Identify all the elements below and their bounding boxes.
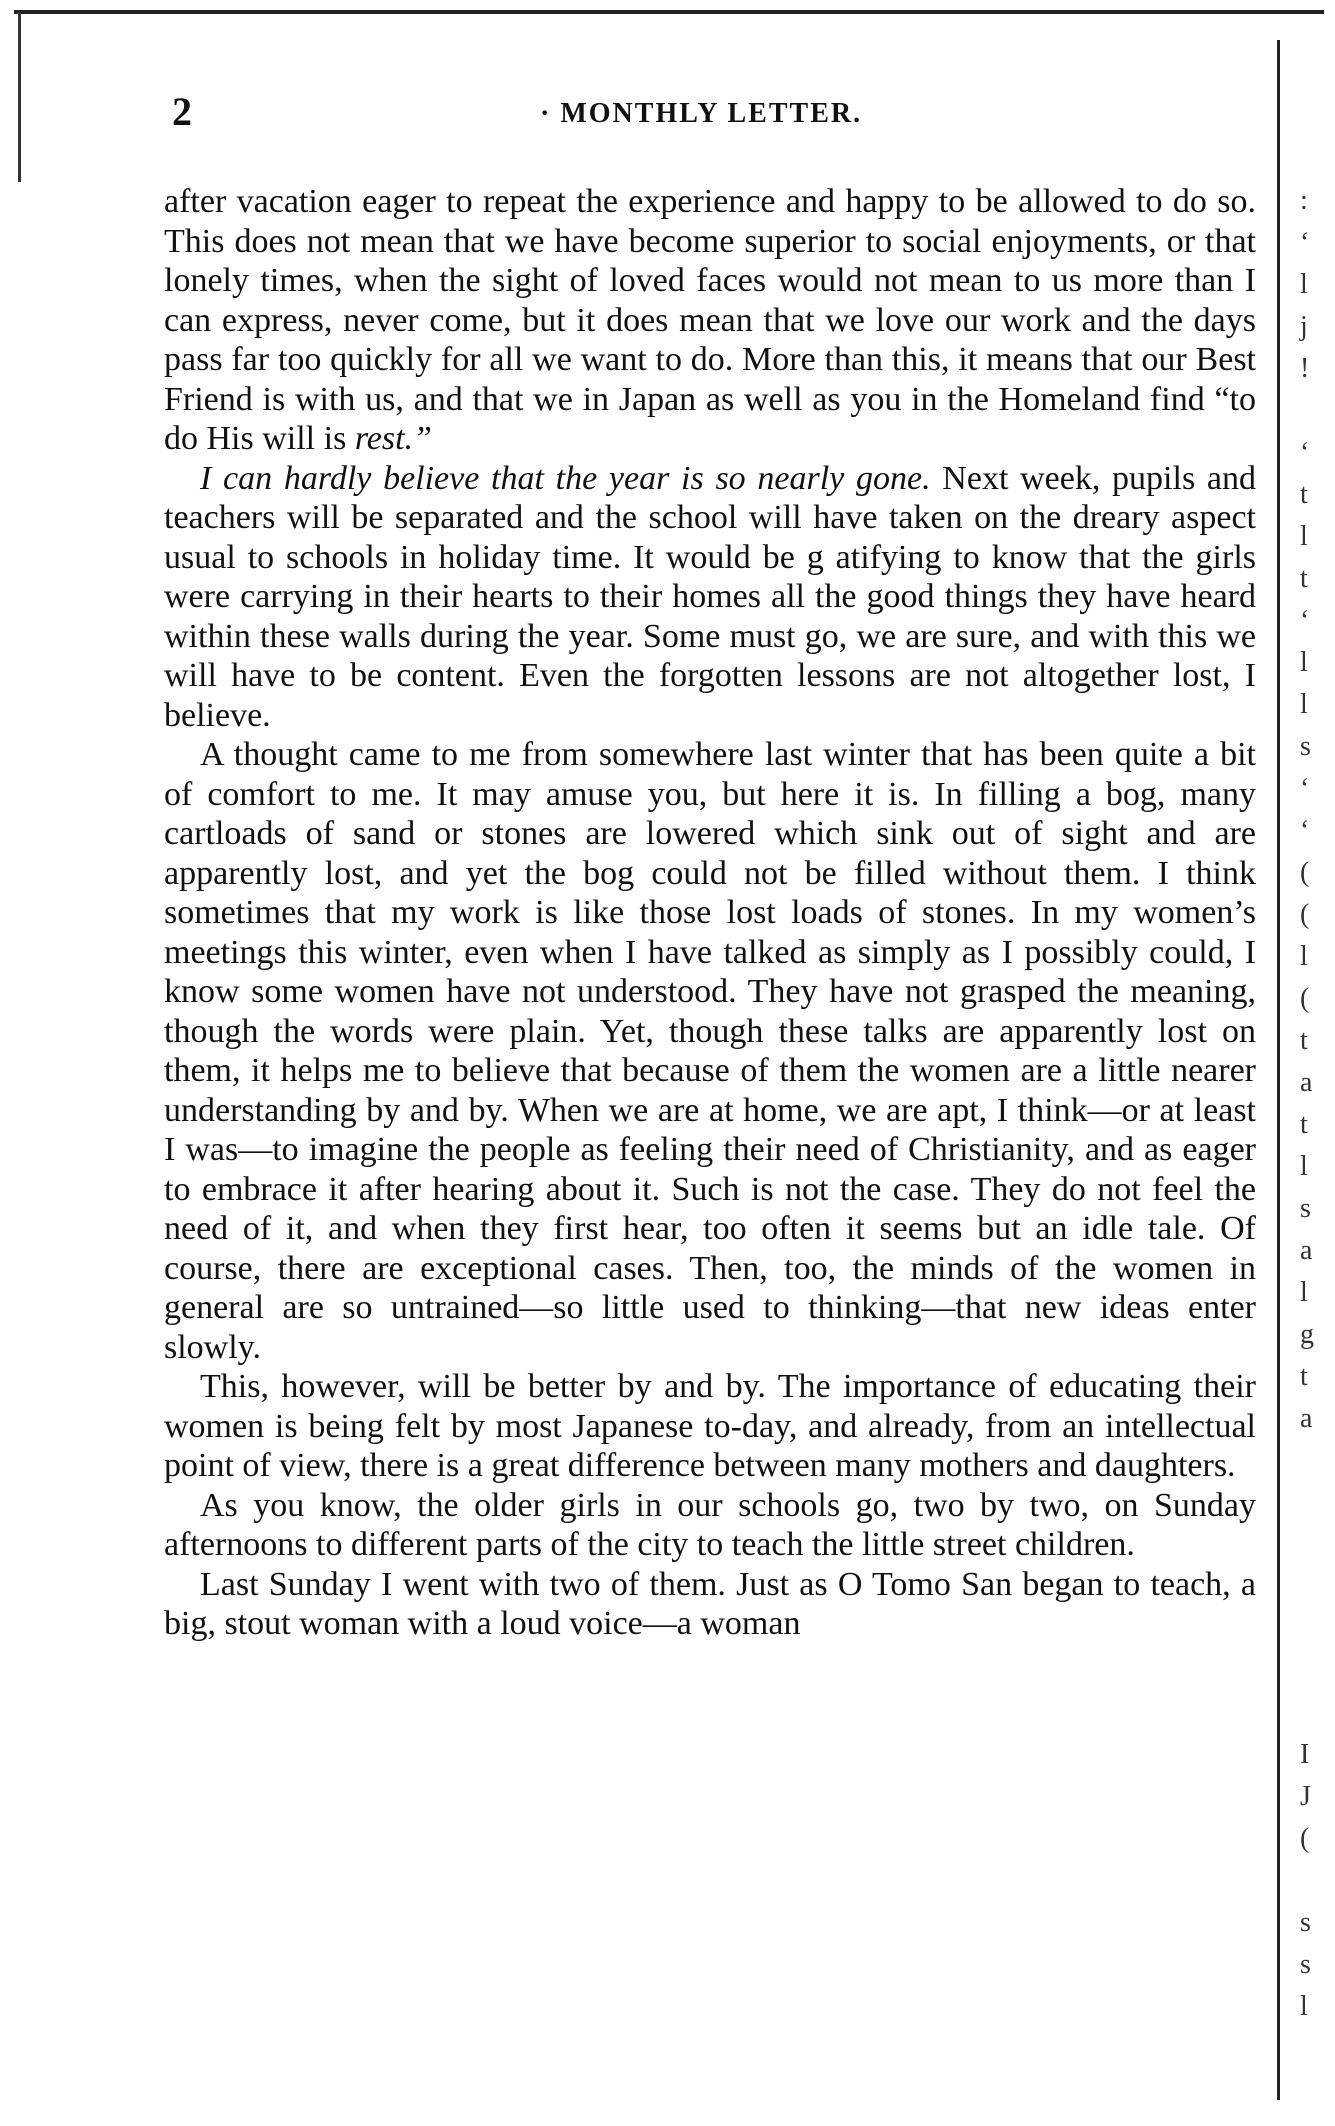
facing-page-fragment: t — [1300, 1025, 1308, 1056]
facing-page-fragment: l — [1300, 941, 1308, 972]
facing-page-fragment: a — [1300, 1403, 1313, 1434]
facing-page-fragment: ( — [1300, 899, 1310, 930]
paragraph-2-text: Next week, pupils and teachers will be separated and the school will have taken on the dreary aspect usual to schools in holiday time. It would be g atifying to know that the girls were carrying in their hearts to their homes all the good things they have heard within these walls during the year. Some must go, we are sure, and with this we will have to be content. Even the forgotten lessons are not altogether lost, I believe. — [164, 459, 1256, 734]
paragraph-6-text: Last Sunday I went with two of them. Just as O Tomo San began to teach, a big, stout woman with a loud voice—a woman — [164, 1565, 1256, 1642]
paragraph-1-italic-end: rest.” — [354, 420, 432, 457]
facing-page-fragment: ‘ — [1300, 227, 1310, 258]
facing-page-fragment: s — [1300, 1193, 1311, 1224]
facing-page-fragment: t — [1300, 563, 1308, 594]
facing-page-fragment: t — [1300, 1109, 1308, 1140]
paragraph-6 — [164, 1565, 1256, 1644]
facing-page-fragment — [1300, 1608, 1330, 1650]
facing-page-fragment — [1300, 1440, 1330, 1482]
facing-page-fragment: a — [1300, 1067, 1313, 1098]
facing-page-fragment: ! — [1300, 353, 1310, 384]
paragraph-4 — [164, 1367, 1256, 1486]
facing-page-fragment: s — [1300, 731, 1311, 762]
facing-page-fragment — [1300, 1860, 1330, 1902]
facing-page-fragment: a — [1300, 1235, 1313, 1266]
facing-page-fragment: l — [1300, 521, 1308, 552]
facing-page-fragment: g — [1300, 1319, 1314, 1350]
paragraph-5-text: As you know, the older girls in our schools go, two by two, on Sunday afternoons to different parts of the city to teach the little street children. — [164, 1486, 1256, 1563]
paragraph-2 — [164, 459, 1256, 736]
paragraph-1-text: after vacation eager to repeat the experience and happy to be allowed to do so. This does not mean that we have become superior to social enjoyments, or that lonely times, when the sight of loved faces would not mean to us more than I can express, never come, but it does mean that we love our work and the days pass far too quickly for all we want to do. More than this, it means that our Best Friend is with us, and that we in Japan as well as you in the Homeland find “to do His will is — [164, 183, 1256, 457]
paragraph-2-italic-start: I can hardly believe that the year is so nearly gone. — [200, 459, 931, 497]
facing-page-fragment: ‘ — [1300, 815, 1310, 846]
facing-page-fragment: t — [1300, 1361, 1308, 1392]
facing-page-fragments — [1300, 180, 1330, 2028]
facing-page-fragment: ‘ — [1300, 773, 1310, 804]
paragraph-3 — [164, 735, 1256, 1367]
facing-page-fragment — [1300, 1482, 1330, 1524]
running-head: · MONTHLY LETTER. — [540, 98, 863, 129]
gutter-rule — [1277, 40, 1280, 2100]
left-border-rule — [18, 12, 21, 182]
facing-page-fragment: ( — [1300, 857, 1310, 888]
top-border-rule — [14, 10, 1324, 14]
facing-page-fragment: ( — [1300, 1823, 1310, 1854]
facing-page-fragment: ‘ — [1300, 605, 1310, 636]
paragraph-3-text: A thought came to me from somewhere last winter that has been quite a bit of comfort to me. It may amuse you, but here it is. In filling a bog, many cartloads of sand or stones are lowered which sink out of sight and are apparently lost, and yet the bog could not be filled without them. I think sometimes that my work is like those lost loads of stones. In my women’s meetings this winter, even when I have talked as simply as I possibly could, I know some women have not understood. They have not grasped the meaning, though the words were plain. Yet, though these talks are apparently lost on them, it helps me to believe that because of them the women are a little nearer understanding by and by. When we are at home, we are apt, I think—or at least I was—to imagine the people as feeling their need of Christianity, and as eager to embrace it after hearing about it. Such is not the case. They do not feel the need of it, and when they first hear, too often it seems but an idle tale. Of course, there are exceptional cases. Then, too, the minds of the women in general are so untrained—so little used to thinking—that new ideas enter slowly. — [164, 736, 1256, 1366]
paragraph-1 — [164, 182, 1256, 459]
facing-page-fragment: ‘ — [1300, 437, 1310, 468]
facing-page-fragment: l — [1300, 269, 1308, 300]
facing-page-fragment: j — [1300, 311, 1308, 342]
facing-page-fragment: ( — [1300, 983, 1310, 1014]
facing-page-fragment — [1300, 390, 1330, 432]
facing-page-fragment: : — [1300, 185, 1308, 216]
facing-page-fragment — [1300, 1650, 1330, 1692]
facing-page-fragment: l — [1300, 689, 1308, 720]
facing-page-fragment: t — [1300, 479, 1308, 510]
facing-page-fragment: J — [1300, 1781, 1311, 1812]
facing-page-fragment — [1300, 1566, 1330, 1608]
facing-page-fragment: l — [1300, 1277, 1308, 1308]
facing-page-fragment: s — [1300, 1949, 1311, 1980]
page-number: 2 — [172, 89, 192, 134]
facing-page-fragment: l — [1300, 1151, 1308, 1182]
facing-page-fragment: l — [1300, 647, 1308, 678]
facing-page-fragment: s — [1300, 1907, 1311, 1938]
facing-page-fragment: l — [1300, 1991, 1308, 2022]
facing-page-fragment: I — [1300, 1739, 1310, 1770]
paragraph-5 — [164, 1486, 1256, 1565]
page-header — [160, 88, 1260, 138]
paragraph-4-text: This, however, will be better by and by. The importance of educating their women is being felt by most Japanese to-day, and already, from an intellectual point of view, there is a great difference between many mothers and daughters. — [164, 1368, 1256, 1484]
body-text — [164, 182, 1256, 1644]
facing-page-fragment — [1300, 1524, 1330, 1566]
facing-page-fragment — [1300, 1692, 1330, 1734]
